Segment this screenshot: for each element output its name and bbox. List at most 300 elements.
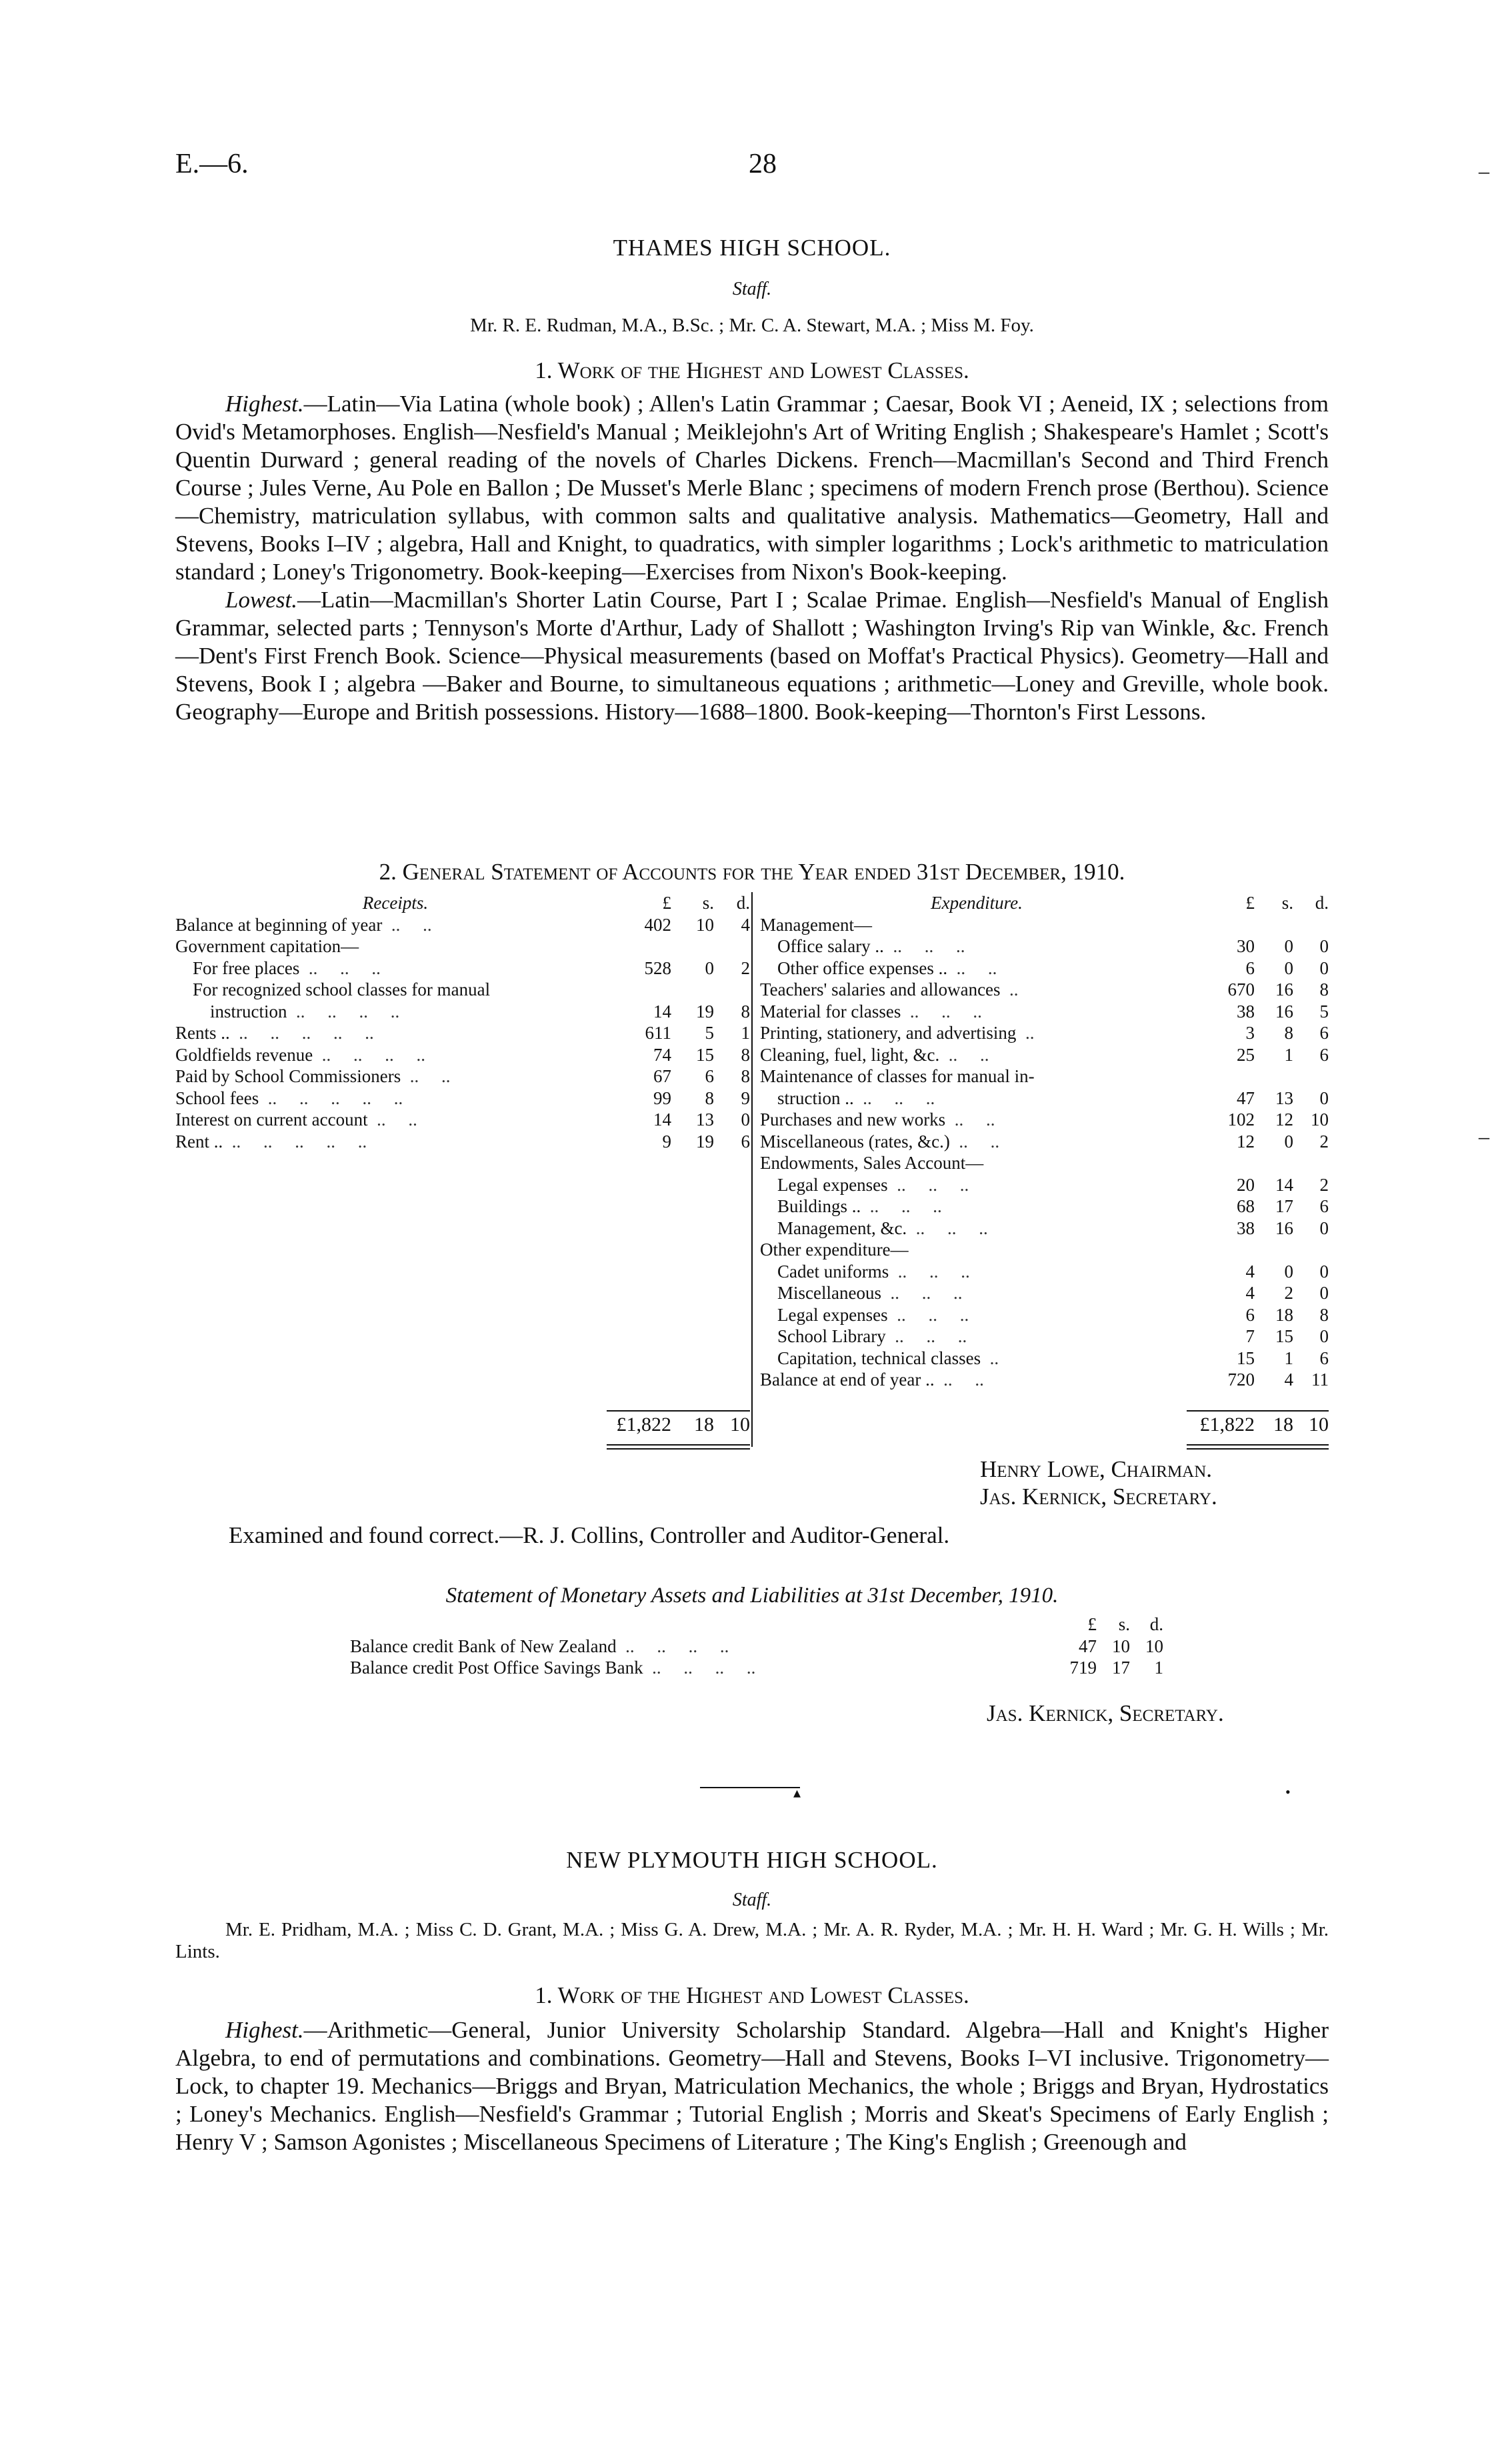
expenditure-row-label-cell [760,914,1193,936]
asset-row-label-cell [350,1636,1050,1658]
receipt-row-d: 6 [741,1131,750,1151]
receipt-row-d [714,935,750,957]
thames-staff-list: Mr. R. E. Rudman, M.A., B.Sc. ; Mr. C. A. Stewart, M.A. ; Miss M. Foy. [470,315,1034,336]
thames-highest-paragraph [175,390,1329,586]
expenditure-row-pounds: 6 [1245,957,1255,978]
expenditure-row-label: Teachers' salaries and allowances [760,979,1001,999]
expenditure-row-d: 2 [1319,1131,1329,1151]
expenditure-row-d: 6 [1319,1196,1329,1216]
expenditure-row-label: School Library [777,1326,886,1346]
expenditure-row-d [1293,914,1329,936]
expenditure-row-pounds: 6 [1245,1304,1255,1325]
expenditure-row-d: 0 [1319,957,1329,978]
expenditure-row-d: 6 [1319,1348,1329,1368]
new-plymouth-work-heading: 1. Work of the Highest and Lowest Classes. [535,1982,969,2008]
expenditure-row-label-cell [760,979,1193,1001]
section-separator [700,1787,800,1788]
expenditure-row-label: Miscellaneous [777,1283,881,1303]
expenditure-row-pounds: 20 [1237,1174,1255,1195]
thames-lowest-label: Lowest. [225,587,297,613]
assets-table [350,1614,1163,1679]
receipt-row-label: Goldfields revenue [175,1044,313,1065]
expenditure-row [760,1239,1329,1261]
receipt-row-label: Interest on current account [175,1109,368,1129]
expenditure-row-d: 0 [1319,1087,1329,1108]
receipt-row-d: 8 [741,1066,750,1086]
expenditure-row-pounds: 25 [1237,1044,1255,1065]
receipt-row-leader: .. .. .. .. [287,1001,400,1021]
expenditure-row-label: Miscellaneous (rates, &c.) [760,1131,950,1151]
expenditure-row-d: 8 [1319,979,1329,999]
expenditure-row-leader: .. .. .. [901,1001,982,1021]
expenditure-total-rule-top [1187,1410,1329,1412]
receipt-row-label-cell [175,1065,615,1087]
expenditure-row-s: 16 [1275,979,1293,999]
expenditure-row-s: 1 [1284,1348,1293,1368]
assets-heading: Statement of Monetary Assets and Liabilities at 31st December, 1910. [445,1584,1059,1608]
expenditure-row-s: 1 [1284,1044,1293,1065]
expenditure-row-s: 18 [1275,1304,1293,1325]
expenditure-row [760,1217,1329,1240]
expenditure-row-label: Printing, stationery, and advertising [760,1023,1017,1043]
asset-row-pounds: 47 [1079,1636,1097,1656]
expenditure-row-leader: .. .. .. [881,1283,963,1303]
expenditure-row-label-cell [760,1326,1193,1348]
expenditure-row-label: Legal expenses [777,1174,888,1195]
expenditure-row-leader: .. .. [947,957,997,978]
expenditure-row-label: Maintenance of classes for manual in- [760,1066,1035,1086]
expenditure-row [760,1195,1329,1217]
expenditure-row-pounds: 12 [1237,1131,1255,1151]
expenditure-row-s: 15 [1275,1326,1293,1346]
expenditure-row [760,1087,1329,1109]
expenditure-row-s [1255,1065,1293,1087]
expenditure-row-leader: .. .. [945,1109,995,1129]
expenditure-row-pounds: 4 [1245,1261,1255,1282]
expenditure-row-pounds: 102 [1227,1109,1255,1129]
expenditure-row-label-cell [760,957,1193,979]
receipt-row-pounds: 14 [653,1001,671,1021]
receipt-row-d: 1 [741,1023,750,1043]
receipt-row-label: instruction [210,1001,287,1021]
expenditure-row-s: 2 [1284,1283,1293,1303]
expenditure-row-pounds: 670 [1227,979,1255,999]
receipt-row-s: 5 [705,1023,714,1043]
expenditure-row-label: Buildings .. [777,1196,861,1216]
expenditure-total-pounds: £1,822 [1199,1414,1255,1436]
receipt-row-pounds: 611 [645,1023,671,1043]
expenditure-row-pounds [1193,914,1255,936]
expenditure-row-label-cell [760,1174,1193,1196]
new-plymouth-staff-list: Mr. E. Pridham, M.A. ; Miss C. D. Grant, M.A. ; Miss G. A. Drew, M.A. ; Mr. A. R. Ryder, M.A. ; Mr. H. H. Ward ; Mr. G. H. Wills ; Mr. Lints. [175,1919,1329,1962]
expenditure-row-label-cell [760,1217,1193,1240]
expenditure-row-label-cell [760,1001,1193,1023]
receipt-row-pounds: 99 [653,1087,671,1108]
new-plymouth-highest-label: Highest. [225,2017,304,2043]
asset-row-label: Balance credit Post Office Savings Bank [350,1658,643,1678]
expenditure-row-label: Cleaning, fuel, light, &c. [760,1044,940,1065]
col-s-header: s. [702,893,714,913]
expenditure-row-leader: .. .. .. [907,1217,988,1238]
receipt-row [175,1044,750,1066]
expenditure-total-table [760,1414,1329,1436]
receipt-row-label-cell [175,1087,615,1109]
expenditure-row-leader: .. .. .. [853,1087,935,1108]
expenditure-total-d: 10 [1309,1414,1329,1436]
expenditure-header: Expenditure. [931,893,1023,913]
expenditure-row-s [1255,914,1293,936]
expenditure-row-leader: .. .. [949,1131,1000,1151]
expenditure-row-s [1255,1152,1293,1174]
expenditure-row-pounds: 720 [1227,1370,1255,1390]
expenditure-row [760,1152,1329,1174]
receipt-row-pounds: 9 [662,1131,671,1151]
expenditure-row-label-cell [760,1282,1193,1304]
expenditure-row-d: 0 [1319,936,1329,956]
receipt-row [175,979,750,1001]
exp-col-pounds-header: £ [1245,893,1255,913]
receipt-row-d: 9 [741,1087,750,1108]
expenditure-row [760,914,1329,936]
expenditure-row-s: 4 [1284,1370,1293,1390]
expenditure-row-label: Purchases and new works [760,1109,946,1129]
receipt-row-leader: .. .. .. .. [313,1044,425,1065]
expenditure-row [760,1261,1329,1283]
expenditure-total-s: 18 [1273,1414,1293,1436]
receipt-row-label-cell [175,1022,615,1044]
asset-row-s: 17 [1112,1658,1130,1678]
assets-header-row [350,1614,1163,1636]
receipt-row-pounds: 402 [644,914,671,935]
receipt-row-label: Rent .. [175,1131,223,1151]
receipts-header: Receipts. [362,893,429,913]
expenditure-row [760,1001,1329,1023]
receipts-total-rule-bottom-1 [607,1444,750,1446]
expenditure-row-label-cell [760,1195,1193,1217]
receipt-row-pounds: 67 [653,1066,671,1086]
expenditure-row-label: Balance at end of year .. [760,1370,935,1390]
col-pounds-header: £ [662,893,671,913]
receipt-row-s: 19 [696,1131,714,1151]
receipt-row-label: Government capitation— [175,936,359,956]
receipt-row-s: 19 [696,1001,714,1021]
margin-dot: • [1285,1784,1291,1800]
expenditure-row [760,1022,1329,1044]
receipt-row-d: 8 [741,1044,750,1065]
margin-mark: – [1479,1124,1489,1148]
expenditure-row [760,1304,1329,1326]
expenditure-row-d [1293,1239,1329,1261]
expenditure-row-d: 5 [1319,1001,1329,1021]
expenditure-row [760,1044,1329,1066]
expenditure-row-label-cell [760,1239,1193,1261]
expenditure-row-leader: .. .. .. [861,1196,942,1216]
expenditure-row [760,1131,1329,1153]
assets-secretary-signature: Jas. Kernick, Secretary. [987,1700,1224,1726]
expenditure-row-label-cell [760,1087,1193,1109]
expenditure-row-label-cell [760,1065,1193,1087]
expenditure-row-d: 2 [1319,1174,1329,1195]
assets-panel [350,1614,1163,1679]
asset-row [350,1657,1163,1679]
receipt-row-d: 2 [741,957,750,978]
expenditure-row-label: Legal expenses [777,1304,888,1325]
receipt-row [175,1065,750,1087]
receipt-row-label: Balance at beginning of year [175,914,383,935]
receipt-row-pounds [615,979,671,1001]
thames-highest-text: —Latin—Via Latina (whole book) ; Allen's Latin Grammar ; Caesar, Book VI ; Aeneid, IX ; selections from Ovid's Metamorphoses. English—Nesfield's Manual ; Meiklejohn's Art of Writing English ; Shakespeare's Hamlet ; Scott's Quentin Durward ; general reading of the novels of Charles Dickens. French—Macmillan's Second and Third French Course ; Jules Verne, Au Pole en Ballon ; De Musset's Merle Blanc ; specimens of modern French prose (Berthou). Science—Chemistry, matriculation syllabus, with common salts and qualitative analysis. Mathematics—Geometry, Hall and Stevens, Books I–IV ; algebra, Hall and Knight, to quadratics, with simpler logarithms ; Lock's arithmetic to matriculation standard ; Loney's Trigonometry. Book-keeping—Exercises from Nixon's Book-keeping. [175,391,1329,585]
receipt-row-label: Paid by School Commissioners [175,1066,401,1086]
receipt-row-s: 10 [696,914,714,935]
expenditure-row-pounds [1193,1065,1255,1087]
expenditure-row-s: 14 [1275,1174,1293,1195]
receipt-row-label-cell [175,957,615,979]
chairman-signature: Henry Lowe, Chairman. [980,1456,1213,1482]
expenditure-row [760,1348,1329,1370]
expenditure-row-label-cell [760,1109,1193,1131]
receipts-total-rule-bottom-2 [607,1448,750,1450]
expenditure-row-d: 0 [1319,1326,1329,1346]
expenditure-total-rule-bottom-2 [1187,1448,1329,1450]
expenditure-row-pounds: 38 [1237,1217,1255,1238]
new-plymouth-highest-paragraph [175,2016,1329,2156]
expenditure-row-s: 0 [1284,1261,1293,1282]
expenditure-row-label-cell [760,1348,1193,1370]
assets-col-d-header: d. [1149,1614,1163,1634]
thames-highest-label: Highest. [225,391,304,417]
receipt-row-label: Rents .. [175,1023,230,1043]
expenditure-row-label: Other office expenses .. [777,957,948,978]
expenditure-row-leader: .. .. .. [889,1261,970,1282]
expenditure-row-label-cell [760,935,1193,957]
receipt-row-leader: .. .. [367,1109,417,1129]
receipt-row [175,1109,750,1131]
expenditure-row [760,1174,1329,1196]
expenditure-row-pounds: 3 [1245,1023,1255,1043]
new-plymouth-title: NEW PLYMOUTH HIGH SCHOOL. [566,1847,938,1873]
receipt-row-leader: .. .. [382,914,432,935]
expenditure-row-label: Endowments, Sales Account— [760,1153,984,1173]
exp-col-d-header: d. [1315,893,1329,913]
thames-lowest-paragraph [175,586,1329,726]
new-plymouth-highest-text: —Arithmetic—General, Junior University Scholarship Standard. Algebra—Hall and Knight's Higher Algebra, to end of permutations and combinations. Geometry—Hall and Stevens, Books I–VI inclusive. Trigonometry—Lock, to chapter 19. Mechanics—Briggs and Bryan, Matriculation Mechanics, the whole ; Briggs and Bryan, Hydrostatics ; Loney's Mechanics. English—Nesfield's Grammar ; Tutorial English ; Morris and Skeat's Specimens of Early English ; Henry V ; Samson Agonistes ; Miscellaneous Specimens of Literature ; The King's English ; Greenough and [175,2017,1329,2155]
thames-lowest-text: —Latin—Macmillan's Shorter Latin Course, Part I ; Scalae Primae. English—Nesfield's Manual of English Grammar, selected parts ; Tennyson's Morte d'Arthur, Lady of Shallott ; Washington Irving's Rip van Winkle, &c. French—Dent's First French Book. Science—Physical measurements (based on Moffat's Practical Physics). Geometry—Hall and Stevens, Book I ; algebra —Baker and Bourne, to simultaneous equations ; arithmetic—Loney and Greville, whole book. Geography—Europe and British possessions. History—1688–1800. Book-keeping—Thornton's First Lessons. [175,587,1329,725]
expenditure-row-d: 8 [1319,1304,1329,1325]
receipt-row-label-cell [175,1001,615,1023]
col-d-header: d. [736,893,750,913]
expenditure-row-label: Cadet uniforms [777,1261,889,1282]
expenditure-row-s: 16 [1275,1001,1293,1021]
expenditure-row-leader: .. [1016,1023,1035,1043]
receipts-header-row [175,892,750,914]
receipts-panel [175,892,750,1436]
receipts-total-table [175,1414,750,1436]
expenditure-row-d: 10 [1311,1109,1329,1129]
thames-title: THAMES HIGH SCHOOL. [613,235,891,261]
expenditure-row-s: 0 [1284,957,1293,978]
receipt-row-s: 13 [696,1109,714,1129]
new-plymouth-work-text [175,2016,1329,2156]
expenditure-row-s: 8 [1284,1023,1293,1043]
receipt-row-d: 4 [741,914,750,935]
thames-work-text [175,390,1329,726]
receipt-row-label-cell [175,914,615,936]
expenditure-row [760,957,1329,979]
expenditure-row-d: 0 [1319,1261,1329,1282]
receipt-row-leader: .. .. [401,1066,451,1086]
expenditure-row-s: 13 [1275,1087,1293,1108]
expenditure-row-s: 16 [1275,1217,1293,1238]
expenditure-table [760,892,1329,1391]
expenditure-row [760,1326,1329,1348]
expenditure-row-label-cell [760,1369,1193,1391]
expenditure-row-label: Office salary .. [777,936,884,956]
secretary-signature: Jas. Kernick, Secretary. [980,1484,1217,1510]
receipt-row-pounds: 14 [653,1109,671,1129]
expenditure-row-d: 6 [1319,1044,1329,1065]
receipt-row-s: 8 [705,1087,714,1108]
asset-row-d: 10 [1145,1636,1163,1656]
auditor-note: Examined and found correct.—R. J. Collins, Controller and Auditor-General. [229,1522,950,1548]
expenditure-row-label: Management— [760,914,872,935]
expenditure-row-label: struction .. [777,1087,854,1108]
asset-row-pounds: 719 [1069,1658,1097,1678]
asset-row-d: 1 [1154,1658,1163,1678]
expenditure-row-s [1255,1239,1293,1261]
receipt-row [175,935,750,957]
receipt-row [175,914,750,936]
expenditure-total-row [760,1414,1329,1436]
asset-row-s: 10 [1112,1636,1130,1656]
expenditure-row-d: 0 [1319,1217,1329,1238]
expenditure-row-leader: .. .. .. [887,1174,969,1195]
thames-accounts-heading: 2. General Statement of Accounts for the Year ended 31st December, 1910. [379,859,1125,885]
exp-col-s-header: s. [1281,893,1293,913]
receipts-total-d: 10 [730,1414,750,1436]
expenditure-row-s: 12 [1275,1109,1293,1129]
expenditure-row-label-cell [760,1304,1193,1326]
thames-work-heading: 1. Work of the Highest and Lowest Classes. [535,357,969,383]
expenditure-row-leader: .. [1000,979,1019,999]
expenditure-row-leader: .. .. .. [885,1326,967,1346]
receipt-row-d: 8 [741,1001,750,1021]
thames-staff-label: Staff. [732,279,772,299]
receipt-row-label: For free places [193,957,300,978]
receipt-row-pounds: 74 [653,1044,671,1065]
receipt-row-s: 6 [705,1066,714,1086]
expenditure-row-leader: .. .. [939,1044,989,1065]
receipt-row [175,957,750,979]
new-plymouth-staff-label: Staff. [732,1890,772,1910]
expenditure-total-rule-bottom-1 [1187,1444,1329,1446]
receipt-row [175,1022,750,1044]
expenditure-row-leader: .. [981,1348,999,1368]
receipt-row-leader: .. .. .. [299,957,381,978]
expenditure-row-pounds [1193,1152,1255,1174]
expenditure-row-label-cell [760,1131,1193,1153]
receipt-row-s [671,935,714,957]
expenditure-row-pounds: 15 [1237,1348,1255,1368]
receipts-total-s: 18 [694,1414,714,1436]
receipt-row-label-cell [175,1044,615,1066]
asset-row-label-cell [350,1657,1050,1679]
expenditure-row [760,979,1329,1001]
assets-col-pounds-header: £ [1087,1614,1097,1634]
receipt-row-s: 0 [705,957,714,978]
expenditure-row-d [1293,1152,1329,1174]
receipts-total-row [175,1414,750,1436]
receipt-row-label-cell [175,1109,615,1131]
expenditure-row [760,1369,1329,1391]
expenditure-row-leader: .. .. .. [883,936,965,956]
margin-mark: – [1479,159,1489,183]
receipt-row-label-cell [175,935,615,957]
receipt-row-leader: .. .. .. .. .. [259,1087,403,1108]
receipt-row-s [671,979,714,1001]
asset-row-label: Balance credit Bank of New Zealand [350,1636,617,1656]
expenditure-row-d: 11 [1311,1370,1329,1390]
asset-row-leader: .. .. .. .. [616,1636,729,1656]
expenditure-row-s: 0 [1284,936,1293,956]
expenditure-row-pounds: 7 [1245,1326,1255,1346]
receipt-row-d: 0 [741,1109,750,1129]
expenditure-row [760,1065,1329,1087]
receipt-row-leader: .. .. .. .. .. [229,1023,374,1043]
receipt-row-s: 15 [696,1044,714,1065]
expenditure-row-leader: .. .. .. [887,1304,969,1325]
expenditure-row-pounds: 4 [1245,1283,1255,1303]
expenditure-row-s: 0 [1284,1131,1293,1151]
expenditure-row-label-cell [760,1152,1193,1174]
expenditure-row [760,1109,1329,1131]
receipt-row-label-cell [175,1131,615,1153]
asset-row-leader: .. .. .. .. [643,1658,756,1678]
expenditure-header-row [760,892,1329,914]
expenditure-row [760,935,1329,957]
receipt-row-pounds [615,935,671,957]
expenditure-panel [760,892,1329,1436]
receipt-row [175,1131,750,1153]
expenditure-row-pounds: 30 [1237,936,1255,956]
receipts-total-pounds: £1,822 [616,1414,671,1436]
expenditure-row-label: Material for classes [760,1001,901,1021]
expenditure-row-d: 0 [1319,1283,1329,1303]
receipt-row [175,1087,750,1109]
expenditure-row-pounds: 38 [1237,1001,1255,1021]
expenditure-row [760,1282,1329,1304]
expenditure-row-pounds: 68 [1237,1196,1255,1216]
separator-dot: ▴ [793,1784,801,1801]
accounts-divider [751,892,753,1447]
expenditure-row-label: Other expenditure— [760,1240,909,1260]
expenditure-row-pounds: 47 [1237,1087,1255,1108]
expenditure-row-label-cell [760,1022,1193,1044]
receipts-total-rule-top [607,1410,750,1412]
receipt-row-leader: .. .. .. .. .. [223,1131,367,1151]
expenditure-row-label: Management, &c. [777,1217,907,1238]
asset-row [350,1636,1163,1658]
expenditure-row-s: 17 [1275,1196,1293,1216]
receipt-row-label: School fees [175,1087,259,1108]
expenditure-row-label: Capitation, technical classes [777,1348,981,1368]
expenditure-row-d: 6 [1319,1023,1329,1043]
receipt-row-label-cell [175,979,615,1001]
receipt-row-pounds: 528 [644,957,671,978]
receipt-row [175,1001,750,1023]
page-number: 28 [749,149,777,179]
page-reference: E.—6. [175,149,249,179]
receipt-row-label: For recognized school classes for manual [193,979,491,999]
